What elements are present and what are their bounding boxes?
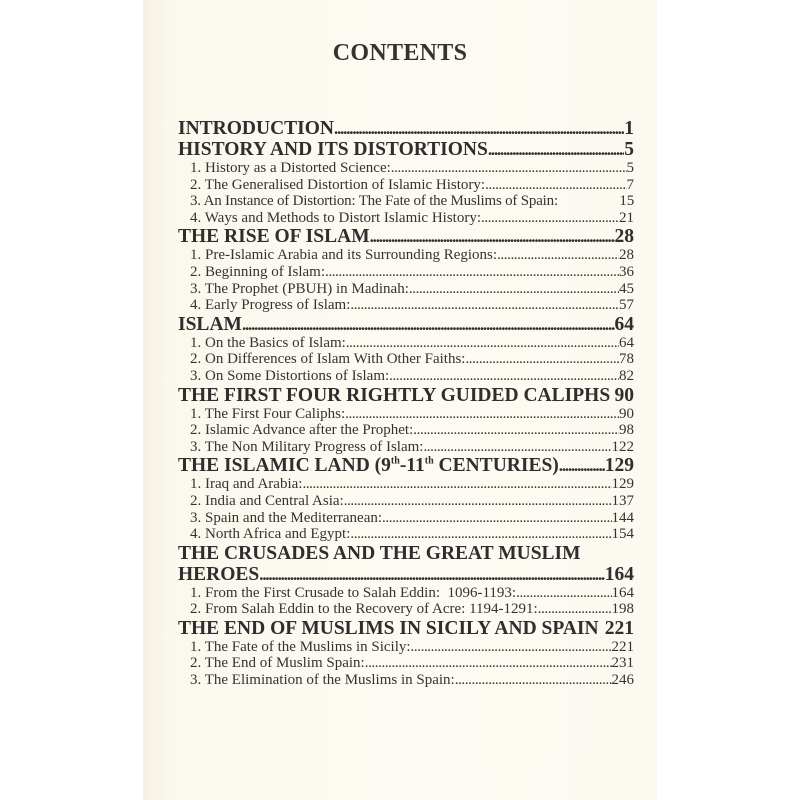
toc-section[interactable] [178,297,634,314]
toc-leader-dots [423,439,611,456]
toc-chapter-rise-of-islam[interactable] [178,226,634,247]
toc-chapter-crusades-line1[interactable] [178,543,634,564]
toc-section-label: 1. Pre-Islamic Arabia and its Surrounding Regions: [190,247,498,264]
toc-section[interactable] [178,406,634,423]
toc-leader-dots [559,455,605,476]
toc-section-label: 4. Ways and Methods to Distort Islamic History: [190,209,481,226]
toc-leader-dots [413,422,619,439]
toc-chapter-label: THE END OF MUSLIMS IN SICILY AND SPAIN [178,617,599,639]
toc-leader-dots [365,655,612,672]
toc-leader-dots [346,335,619,352]
toc-section-label: 4. North Africa and Egypt: [190,526,351,543]
toc-leader-dots [344,493,612,510]
toc-page-number: 154 [611,526,634,543]
toc-section[interactable] [178,526,634,543]
toc-section[interactable] [178,281,634,298]
toc-leader-dots [409,281,619,298]
toc-section[interactable] [178,639,634,656]
toc-page-number: 15 [619,193,634,210]
toc-page-number: 221 [604,617,634,639]
toc-section-label: 1. On the Basics of Islam: [190,334,346,351]
toc-page-number: 57 [619,297,634,314]
toc-section[interactable] [178,439,634,456]
toc-section[interactable] [178,264,634,281]
toc-leader-dots [411,639,612,656]
toc-page-number: 144 [611,509,634,526]
toc-leader-dots [389,368,619,385]
toc-page-number: 137 [611,492,634,509]
toc-section-label: 3. Spain and the Mediterranean: [190,509,383,526]
toc-chapter-history[interactable] [178,139,634,160]
toc-chapter-label: HEROES [178,563,260,585]
toc-leader-dots [370,226,615,247]
toc-page-number: 5 [624,139,634,160]
toc-page-number: 231 [611,655,634,672]
toc-leader-dots [481,210,619,227]
toc-section-label: 1. The Fate of the Muslims in Sicily: [190,638,411,655]
toc-section[interactable] [178,177,634,194]
toc-page-number: 164 [604,563,634,585]
toc-section[interactable] [178,476,634,493]
toc-leader-dots [497,247,619,264]
toc-chapter-label: ISLAM [178,313,242,335]
toc-section-label: 2. Islamic Advance after the Prophet: [190,422,414,439]
toc-section[interactable] [178,210,634,227]
toc-section[interactable] [178,510,634,527]
toc-section-label: 1. The First Four Caliphs: [190,405,346,422]
toc-section[interactable] [178,585,634,602]
toc-section-label: 3. On Some Distortions of Islam: [190,367,390,384]
toc-section-label: 3. The Elimination of the Muslims in Spain: [190,672,455,689]
toc-leader-dots [455,672,612,689]
toc-page-number: 221 [611,638,634,655]
toc-leader-dots [538,601,612,618]
toc-chapter-introduction[interactable] [178,118,634,139]
toc-chapter-islamic-land[interactable] [178,455,634,476]
toc-leader-dots [302,476,611,493]
toc-page-number: 45 [619,280,634,297]
toc-page-number: 98 [619,422,634,439]
toc-chapter-label: THE CRUSADES AND THE GREAT MUSLIM [178,542,581,564]
toc-page-number: 7 [626,176,634,193]
toc-leader-dots [259,564,604,585]
toc-page-number: 129 [604,455,634,477]
toc-section[interactable] [178,351,634,368]
toc-section-label: 3. The Prophet (PBUH) in Madinah: [190,280,409,297]
toc-chapter-label: THE ISLAMIC LAND (9th-11th CENTURIES) [178,455,559,477]
toc-chapter-end-of-muslims[interactable] [178,618,634,639]
toc-section-label: 3. An Instance of Distortion: The Fate of the Muslims of Spain: [190,193,558,210]
toc-section-label: 2. From Salah Eddin to the Recovery of Acre: 1194-1291: [190,601,538,618]
toc-page-number: 78 [619,351,634,368]
toc-page-number: 129 [611,476,634,493]
toc-leader-dots [488,139,624,160]
toc-page-number: 164 [611,584,634,601]
toc-section[interactable] [178,193,634,210]
toc-leader-dots [516,585,611,602]
toc-chapter-label: THE FIRST FOUR RIGHTLY GUIDED CALIPHS [178,384,611,406]
toc-section[interactable] [178,422,634,439]
toc-leader-dots [391,160,627,177]
toc-page-number: 82 [619,367,634,384]
toc-section-label: 2. On Differences of Islam With Other Faiths: [190,351,466,368]
toc-section[interactable] [178,160,634,177]
table-of-contents [178,118,634,689]
toc-section-label: 2. Beginning of Islam: [190,263,325,280]
toc-page-number: 246 [611,672,634,689]
toc-page-number: 64 [619,334,634,351]
toc-chapter-label: THE RISE OF ISLAM [178,226,370,248]
toc-page-number: 198 [611,601,634,618]
toc-page-number: 64 [614,313,634,335]
toc-leader-dots [334,118,624,139]
toc-page-number: 28 [619,247,634,264]
toc-leader-dots [242,314,615,335]
page-title: CONTENTS [332,40,468,66]
toc-section-label: 2. The End of Muslim Spain: [190,655,365,672]
toc-leader-dots [350,526,611,543]
toc-section[interactable] [178,335,634,352]
toc-section-label: 4. Early Progress of Islam: [190,297,351,314]
toc-leader-dots [350,297,619,314]
toc-section[interactable] [178,247,634,264]
toc-page-number: 28 [614,226,634,248]
toc-page-number: 21 [619,209,634,226]
toc-section-label: 1. From the First Crusade to Salah Eddin: 1096-1193: [190,584,517,601]
toc-page-number: 5 [626,160,634,176]
toc-section[interactable] [178,368,634,385]
toc-section[interactable] [178,601,634,618]
toc-leader-dots [485,177,626,194]
toc-chapter-label: HISTORY AND ITS DISTORTIONS [178,139,488,160]
toc-chapter-crusades-line2[interactable] [178,564,634,585]
toc-section-label: 3. The Non Military Progress of Islam: [190,438,424,455]
toc-page-number: 90 [619,405,634,422]
toc-chapter-islam[interactable] [178,314,634,335]
toc-section-label: 2. India and Central Asia: [190,492,344,509]
toc-section-label: 1. Iraq and Arabia: [190,476,303,493]
toc-section[interactable] [178,672,634,689]
toc-section-label: 1. History as a Distorted Science: [190,160,391,176]
toc-leader-dots [465,351,619,368]
toc-chapter-label: INTRODUCTION [178,118,335,139]
toc-section-label: 2. The Generalised Distortion of Islamic History: [190,176,486,193]
toc-page-number: 1 [624,118,634,139]
toc-page-number: 36 [619,263,634,280]
toc-chapter-four-caliphs[interactable] [178,385,634,406]
toc-leader-dots [382,510,611,527]
toc-section[interactable] [178,655,634,672]
toc-leader-dots [325,264,619,281]
toc-section[interactable] [178,493,634,510]
toc-leader-dots [345,406,619,423]
toc-page-number: 90 [614,384,634,406]
book-page [143,0,657,800]
toc-page-number: 122 [611,438,634,455]
